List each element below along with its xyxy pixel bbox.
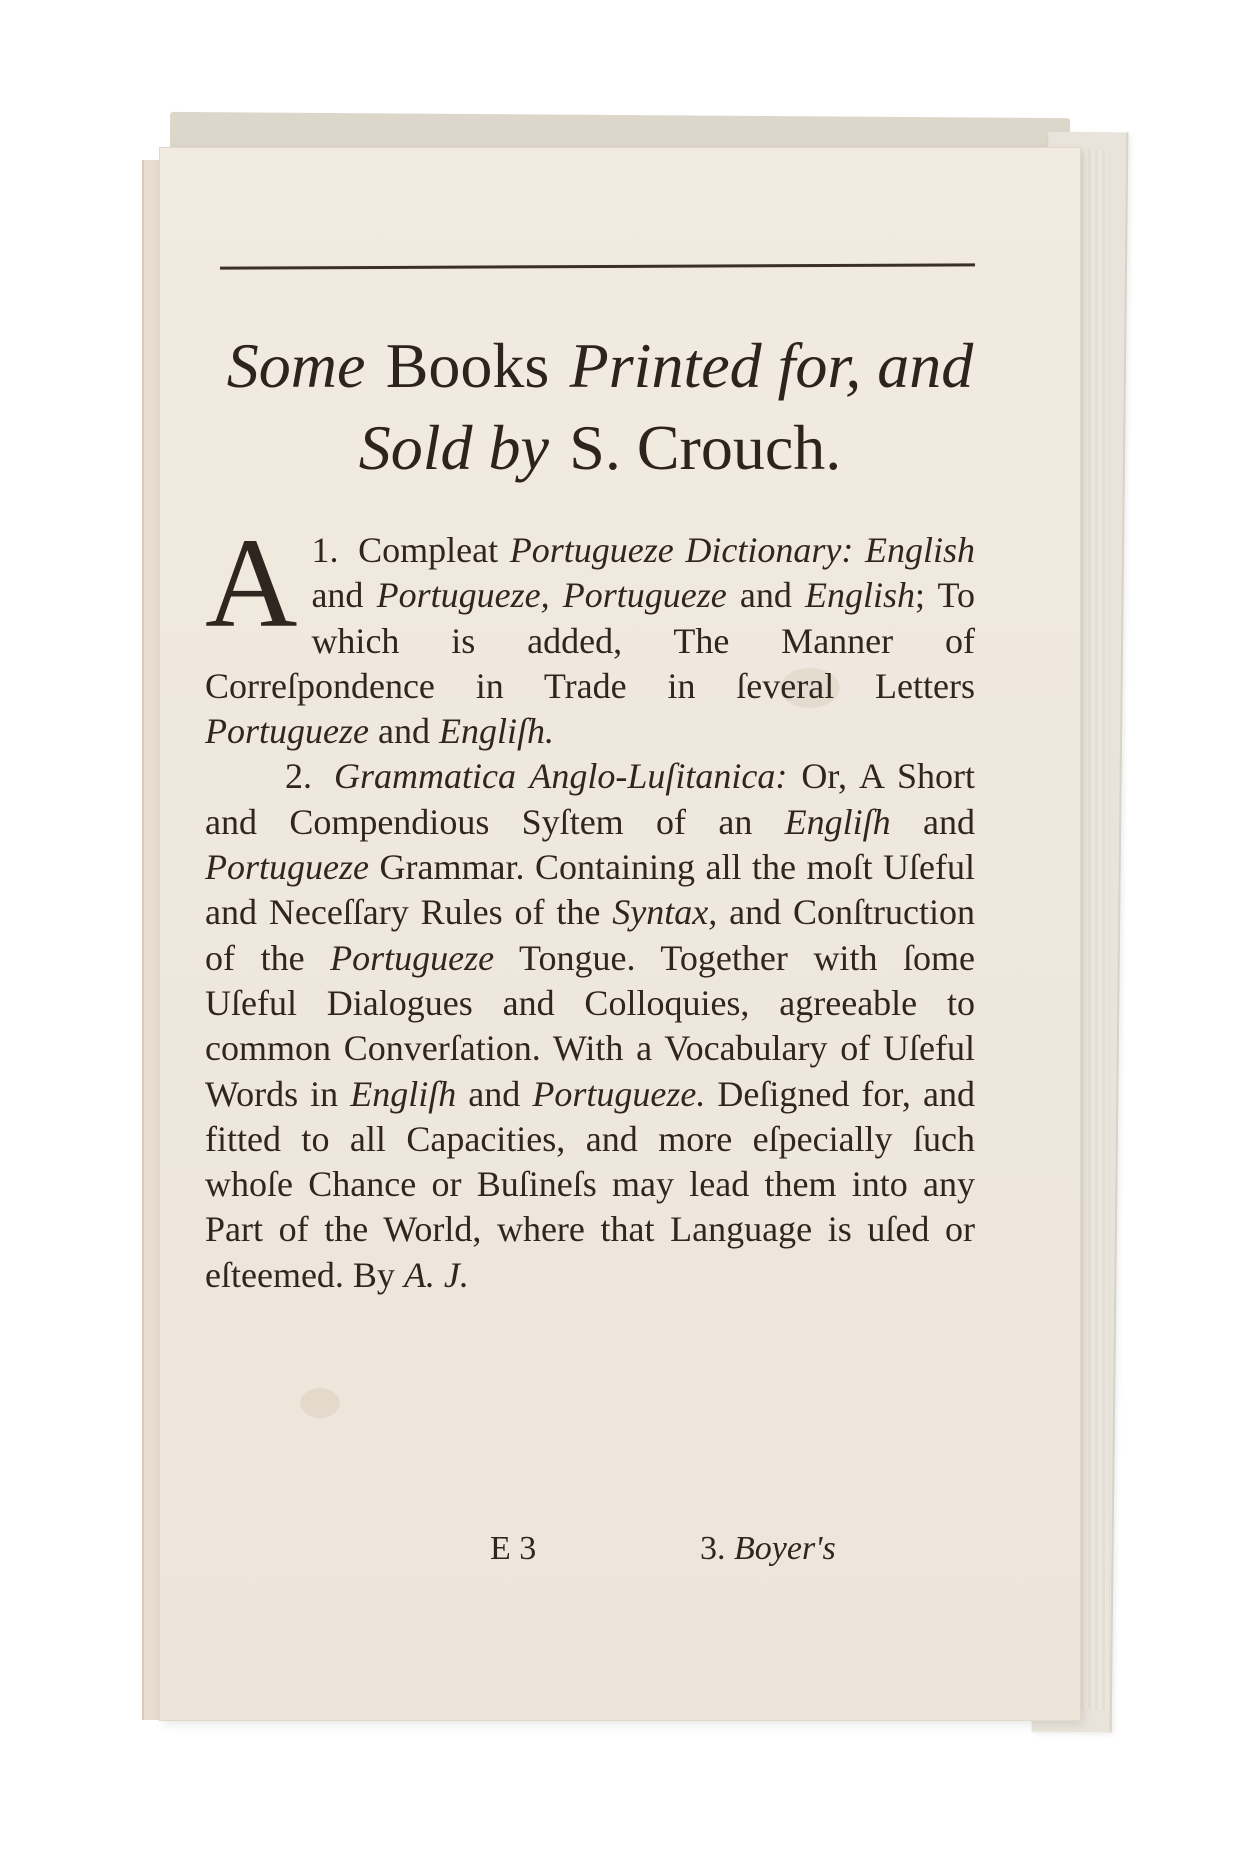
catchword-word: Boyer's — [734, 1530, 836, 1567]
entry-text-segment: Engliſh — [784, 801, 891, 842]
entry-text-segment: Portugueze. — [532, 1073, 706, 1114]
entry-number: 1. — [311, 530, 339, 570]
entry-text-segment: and — [890, 801, 975, 842]
printed-leaf — [160, 148, 1080, 1720]
title-word: Sold by — [358, 412, 549, 483]
drop-cap: A — [205, 512, 298, 654]
title-word: S. Crouch. — [569, 412, 842, 483]
book-entry — [205, 754, 975, 1298]
entry-text-segment: Compleat — [358, 530, 510, 570]
signature-mark: E 3 — [490, 1530, 537, 1567]
entry-text-segment: Deſigned for, and fitted to all Capacities, and more eſpecially ſuch whoſe Chance or Buſineſs may lead them into any Part of the World, where that Language is uſed or eſteemed. By — [205, 1073, 975, 1295]
title-word: Books — [385, 330, 550, 401]
entry-number: 2. — [285, 756, 312, 797]
entry-text-segment: Tongue. Together with ſome Uſeful Dialogues and Colloquies, agreeable to common Converſation. With a Vocabulary of Uſeful Words in — [205, 937, 976, 1114]
entry-text-segment: and Conſtruction of the — [205, 892, 976, 978]
entry-text-segment: and — [368, 711, 439, 752]
entry-text-segment: Portugueze — [205, 711, 369, 752]
catchword — [700, 1530, 836, 1568]
entry-text-segment: Grammar. Containing all the moſt Uſeful and Neceſſary Rules of the — [205, 847, 975, 933]
entry-text-segment: Grammatica Anglo-Luſitanica: — [334, 756, 788, 797]
page-title-line-2 — [210, 408, 990, 488]
entry-text-segment: and — [726, 575, 806, 616]
catchword-number: 3. — [700, 1530, 726, 1567]
entry-text-segment: Portugueze Dictionary: — [509, 530, 854, 570]
entry-text-segment: English — [864, 530, 975, 570]
book-list — [205, 512, 976, 1298]
entry-text-segment: A. J. — [403, 1254, 469, 1295]
entry-text-segment: Portugueze — [330, 937, 495, 978]
page-title-line-1 — [210, 326, 990, 406]
book-entry — [205, 512, 976, 754]
entry-text-segment: Or, A Short and Compendious Syſtem of an — [205, 756, 976, 842]
entry-text-segment: Syntax, — [612, 892, 718, 933]
title-word: Printed for, and — [569, 330, 974, 401]
entry-text-segment: Engliſh — [350, 1073, 457, 1114]
entry-text-segment: and — [311, 575, 377, 616]
entry-text-segment — [853, 530, 865, 570]
entry-text-segment: and — [456, 1073, 533, 1114]
title-word: Some — [226, 330, 366, 401]
head-rule — [220, 263, 975, 269]
entry-text-segment: ; To which is added, The Manner of Correſpondence in Trade in ſeveral Letters — [205, 575, 976, 706]
entry-text-segment: Engliſh. — [438, 711, 554, 752]
paper-stain — [300, 1388, 340, 1418]
entry-text-segment: Portugueze — [205, 847, 369, 888]
entry-text-segment: English — [805, 575, 916, 616]
entry-text-segment: Portugueze, Portugueze — [376, 575, 727, 616]
